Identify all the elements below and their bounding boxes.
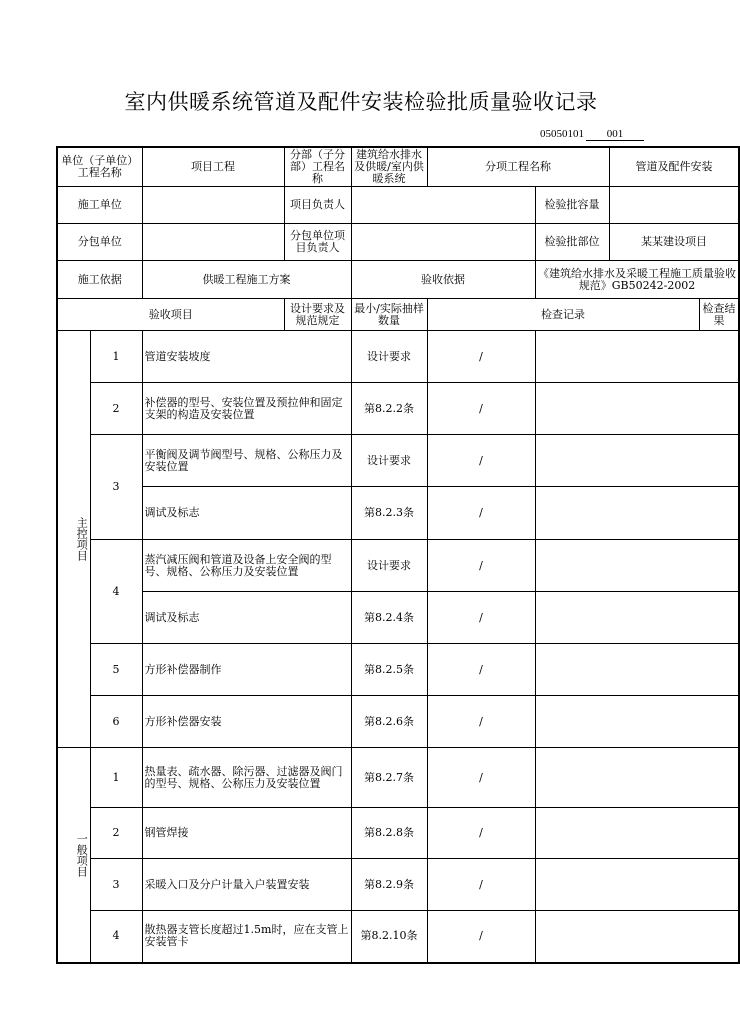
item-number: 3 bbox=[90, 435, 142, 540]
item-sample: / bbox=[427, 748, 535, 808]
contractor-value[interactable] bbox=[142, 187, 284, 224]
page-title: 室内供暖系统管道及配件安装检验批质量验收记录 bbox=[124, 90, 598, 114]
item-spec: 设计要求 bbox=[351, 331, 427, 383]
item-sample: / bbox=[427, 696, 535, 748]
check-record-cell[interactable] bbox=[535, 859, 739, 911]
item-sample: / bbox=[427, 808, 535, 859]
item-description: 采暖入口及分户计量入户装置安装 bbox=[142, 859, 351, 911]
unit-label: 单位（子单位）工程名称 bbox=[57, 147, 142, 187]
item-number: 1 bbox=[90, 748, 142, 808]
accept-basis-value[interactable]: 《建筑给水排水及采暖工程施工质量验收规范》GB50242-2002 bbox=[535, 261, 739, 299]
item-description: 调试及标志 bbox=[142, 487, 351, 540]
main-items-label: 主控项目 bbox=[73, 331, 90, 748]
capacity-label: 检验批容量 bbox=[535, 187, 609, 224]
general-items-label: 一般项目 bbox=[73, 748, 90, 963]
item-spec: 第8.2.3条 bbox=[351, 487, 427, 540]
item-description: 方形补偿器制作 bbox=[142, 644, 351, 696]
col-design-header: 设计要求及规范规定 bbox=[284, 299, 351, 331]
contractor-label: 施工单位 bbox=[57, 187, 142, 224]
check-record-cell[interactable] bbox=[535, 540, 739, 592]
item-description: 钢管焊接 bbox=[142, 808, 351, 859]
item-sample: / bbox=[427, 331, 535, 383]
table-row bbox=[57, 487, 739, 540]
item-number: 1 bbox=[90, 331, 142, 383]
check-record-cell[interactable] bbox=[535, 435, 739, 487]
item-spec: 设计要求 bbox=[351, 435, 427, 487]
item-sample: / bbox=[427, 911, 535, 963]
table-row bbox=[57, 911, 739, 963]
item-number: 2 bbox=[90, 383, 142, 435]
item-spec: 第8.2.10条 bbox=[351, 911, 427, 963]
check-record-cell[interactable] bbox=[535, 592, 739, 644]
pm-value[interactable] bbox=[351, 187, 535, 224]
item-spec: 第8.2.2条 bbox=[351, 383, 427, 435]
check-record-cell[interactable] bbox=[535, 644, 739, 696]
division-label: 分部（子分部）工程名称 bbox=[284, 147, 351, 187]
check-record-cell[interactable] bbox=[535, 383, 739, 435]
item-spec: 第8.2.5条 bbox=[351, 644, 427, 696]
table-row bbox=[57, 331, 739, 383]
item-sample: / bbox=[427, 487, 535, 540]
table-row bbox=[57, 540, 739, 592]
item-spec: 设计要求 bbox=[351, 540, 427, 592]
item-description: 补偿器的型号、安装位置及预拉伸和固定支架的构造及安装位置 bbox=[142, 383, 351, 435]
subcontractor-label: 分包单位 bbox=[57, 224, 142, 261]
basis-label: 施工依据 bbox=[57, 261, 142, 299]
record-code-prefix: 05050101 bbox=[540, 128, 584, 140]
item-description: 调试及标志 bbox=[142, 592, 351, 644]
item-number: 4 bbox=[90, 540, 142, 644]
item-sample: / bbox=[427, 435, 535, 487]
item-sample: / bbox=[427, 592, 535, 644]
item-number: 5 bbox=[90, 644, 142, 696]
item-description: 平衡阀及调节阀型号、规格、公称压力及安装位置 bbox=[142, 435, 351, 487]
sub-pm-value[interactable] bbox=[351, 224, 535, 261]
item-number: 3 bbox=[90, 859, 142, 911]
item-number: 2 bbox=[90, 808, 142, 859]
table-row bbox=[57, 748, 739, 808]
unit-value[interactable]: 项目工程 bbox=[142, 147, 284, 187]
pm-label: 项目负责人 bbox=[284, 187, 351, 224]
col-sample-header: 最小/实际抽样数量 bbox=[351, 299, 427, 331]
record-code-number: 001 bbox=[586, 128, 644, 141]
col-result-header: 检查结果 bbox=[699, 299, 739, 331]
subcontractor-value[interactable] bbox=[142, 224, 284, 261]
table-row bbox=[57, 592, 739, 644]
table-row bbox=[57, 435, 739, 487]
table-row bbox=[57, 644, 739, 696]
item-spec: 第8.2.6条 bbox=[351, 696, 427, 748]
check-record-cell[interactable] bbox=[535, 911, 739, 963]
subitem-value[interactable]: 管道及配件安装 bbox=[609, 147, 739, 187]
location-label: 检验批部位 bbox=[535, 224, 609, 261]
check-record-cell[interactable] bbox=[535, 696, 739, 748]
item-sample: / bbox=[427, 644, 535, 696]
table-row bbox=[57, 383, 739, 435]
table-row bbox=[57, 808, 739, 859]
item-number: 6 bbox=[90, 696, 142, 748]
col-item-header: 验收项目 bbox=[57, 299, 284, 331]
item-spec: 第8.2.4条 bbox=[351, 592, 427, 644]
item-spec: 第8.2.8条 bbox=[351, 808, 427, 859]
check-record-cell[interactable] bbox=[535, 331, 739, 383]
capacity-value[interactable] bbox=[609, 187, 739, 224]
check-record-cell[interactable] bbox=[535, 748, 739, 808]
table-row bbox=[57, 859, 739, 911]
item-description: 管道安装坡度 bbox=[142, 331, 351, 383]
record-code bbox=[540, 128, 644, 141]
item-spec: 第8.2.9条 bbox=[351, 859, 427, 911]
item-sample: / bbox=[427, 540, 535, 592]
check-record-cell[interactable] bbox=[535, 487, 739, 540]
item-number: 4 bbox=[90, 911, 142, 963]
location-value[interactable]: 某某建设项目 bbox=[609, 224, 739, 261]
item-sample: / bbox=[427, 383, 535, 435]
item-sample: / bbox=[427, 859, 535, 911]
accept-basis-label: 验收依据 bbox=[351, 261, 535, 299]
basis-value[interactable]: 供暖工程施工方案 bbox=[142, 261, 351, 299]
col-record-header: 检查记录 bbox=[427, 299, 699, 331]
division-value[interactable]: 建筑给水排水及供暖/室内供暖系统 bbox=[351, 147, 427, 187]
item-description: 散热器支管长度超过1.5m时，应在支管上安装管卡 bbox=[142, 911, 351, 963]
check-record-cell[interactable] bbox=[535, 808, 739, 859]
item-description: 热量表、疏水器、除污器、过滤器及阀门的型号、规格、公称压力及安装位置 bbox=[142, 748, 351, 808]
item-spec: 第8.2.7条 bbox=[351, 748, 427, 808]
item-description: 蒸汽减压阀和管道及设备上安全阀的型号、规格、公称压力及安装位置 bbox=[142, 540, 351, 592]
table-row bbox=[57, 696, 739, 748]
acceptance-record-table bbox=[56, 146, 740, 964]
item-description: 方形补偿器安装 bbox=[142, 696, 351, 748]
subitem-label: 分项工程名称 bbox=[427, 147, 609, 187]
sub-pm-label: 分包单位项目负责人 bbox=[284, 224, 351, 261]
